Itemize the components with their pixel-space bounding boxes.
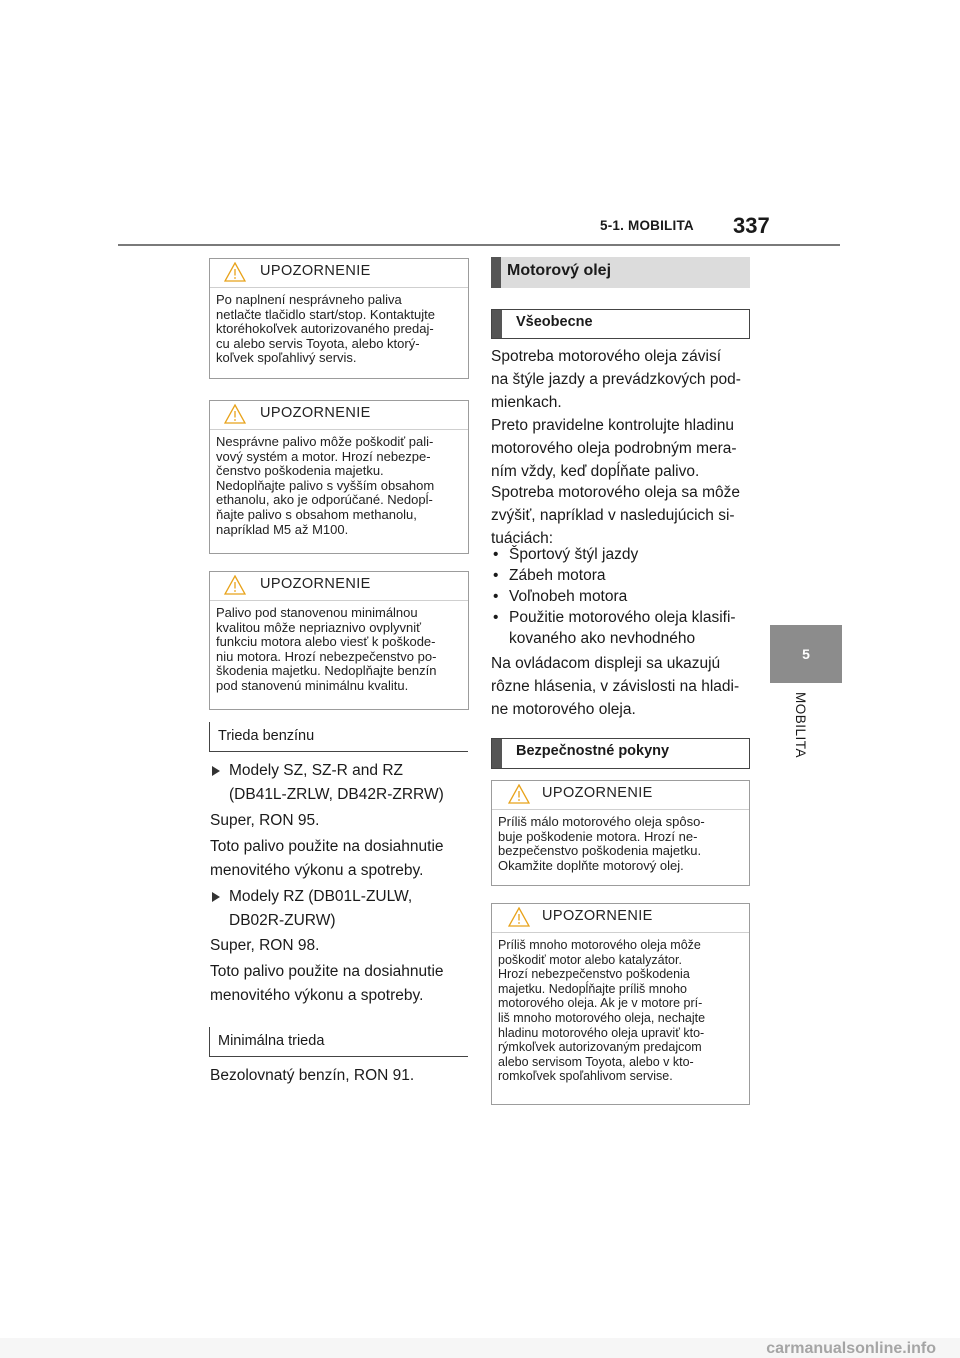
subsection-heading-safety: Bezpečnostné pokyny (491, 738, 750, 769)
pointer-arrow-icon (212, 766, 220, 776)
list-item: • Športový štýl jazdy (493, 546, 639, 563)
list-item: • Voľnobeh motora (493, 588, 628, 605)
warning-text: Príliš málo motorového oleja spôso- buje poškodenie motora. Hrozí ne- bezpečenstvo poškodenia majetku. Okamžite doplňte motorový olej. (498, 814, 705, 873)
body-text: Na ovládacom displeji sa ukazujú rôzne hlásenia, v závislosti na hladi- ne motorového oleja. (491, 655, 740, 718)
warning-title: UPOZORNENIE (260, 263, 371, 279)
list-item: • Zábeh motora (493, 567, 606, 584)
pointer-arrow-icon (212, 892, 220, 902)
chapter-number: 5 (802, 646, 810, 662)
list-item: • Použitie motorového oleja klasifi- (493, 609, 736, 626)
warning-box (491, 903, 750, 1105)
warning-triangle-icon (508, 907, 530, 927)
warning-triangle-icon (224, 404, 246, 424)
warning-text: Po naplnení nesprávneho paliva netlačte tlačidlo start/stop. Kontaktujte ktoréhokoľvek autorizovaného predaj- cu alebo servis Toyota, alebo ktorý- koľvek spoľahlivý servis. (216, 292, 435, 366)
warning-triangle-icon (224, 575, 246, 595)
warning-box (209, 400, 469, 554)
subsection-heading-general: Všeobecne (491, 309, 750, 339)
warning-title: UPOZORNENIE (260, 405, 371, 421)
body-text: Preto pravidelne kontrolujte hladinu motorového oleja podrobným mera- ním vždy, keď dopĺňate palivo. (491, 417, 737, 480)
fuel-grade: Super, RON 98. (210, 937, 320, 954)
warning-title: UPOZORNENIE (542, 908, 653, 924)
body-text: Toto palivo použite na dosiahnutie menovitého výkonu a spotreby. (210, 963, 444, 1004)
warning-box (491, 780, 750, 886)
warning-triangle-icon (224, 262, 246, 282)
warning-text: Príliš mnoho motorového oleja môže poškodiť motor alebo katalyzátor. Hrozí nebezpečenstvo poškodenia majetku. Nedopĺňajte príliš mnoho motorového oleja. Ak je v motore prí- liš mnoho motorového oleja, nechajte hladinu motorového oleja upraviť kto- rýmkoľvek autorizovaným predajcom alebo servisom Toyota, alebo v kto- romkoľvek spoľahlivom servise. (498, 938, 706, 1084)
header-rule (118, 244, 840, 246)
category-heading-minimum-grade: Minimálna trieda (209, 1027, 468, 1057)
warning-text: Nesprávne palivo môže poškodiť pali- vový systém a motor. Hrozí nebezpe- čenstvo poškodenia majetku. Nedoplňajte palivo s vyšším obsahom ethanolu, ako je odporúčané. Nedopĺ- ňajte palivo s obsahom methanolu, napríklad M5 až M100. (216, 434, 435, 537)
section-title: 5-1. MOBILITA (600, 218, 694, 233)
warning-box (209, 258, 469, 379)
warning-text: Palivo pod stanovenou minimálnou kvalitou môže nepriaznivo ovplyvniť funkciu motora alebo viesť k poškode- niu motora. Hrozí nebezpečenstvo po- škodenia majetku. Nedoplňajte benzín pod stanovenú minimálnu kvalitu. (216, 605, 437, 693)
fuel-grade: Super, RON 95. (210, 812, 320, 829)
page-number: 337 (733, 213, 770, 238)
warning-triangle-icon (508, 784, 530, 804)
model-block-title: Modely SZ, SZ-R and RZ (DB41L-ZRLW, DB42R-ZRRW) (212, 760, 444, 806)
model-block-title: Modely RZ (DB01L-ZULW, DB02R-ZURW) (212, 886, 412, 932)
body-text: Spotreba motorového oleja závisí na štýle jazdy a prevádzkových pod- mienkach. (491, 348, 741, 411)
chapter-label: MOBILITA (793, 692, 808, 759)
body-text: Toto palivo použite na dosiahnutie menovitého výkonu a spotreby. (210, 838, 444, 879)
category-heading-petrol-grade: Trieda benzínu (209, 722, 468, 752)
body-text: Spotreba motorového oleja sa môže zvýšiť, napríklad v nasledujúcich si- tuáciách: (491, 484, 741, 547)
body-text: Bezolovnatý benzín, RON 91. (210, 1067, 415, 1084)
footer-bar (0, 1338, 960, 1358)
warning-title: UPOZORNENIE (260, 576, 371, 592)
warning-box (209, 571, 469, 710)
warning-title: UPOZORNENIE (542, 785, 653, 801)
chapter-tab[interactable] (770, 625, 842, 683)
watermark-link[interactable]: carmanualsonline.info (766, 1340, 936, 1357)
section-heading: Motorový olej (491, 257, 750, 288)
list-item-continuation: kovaného ako nevhodného (509, 630, 696, 647)
